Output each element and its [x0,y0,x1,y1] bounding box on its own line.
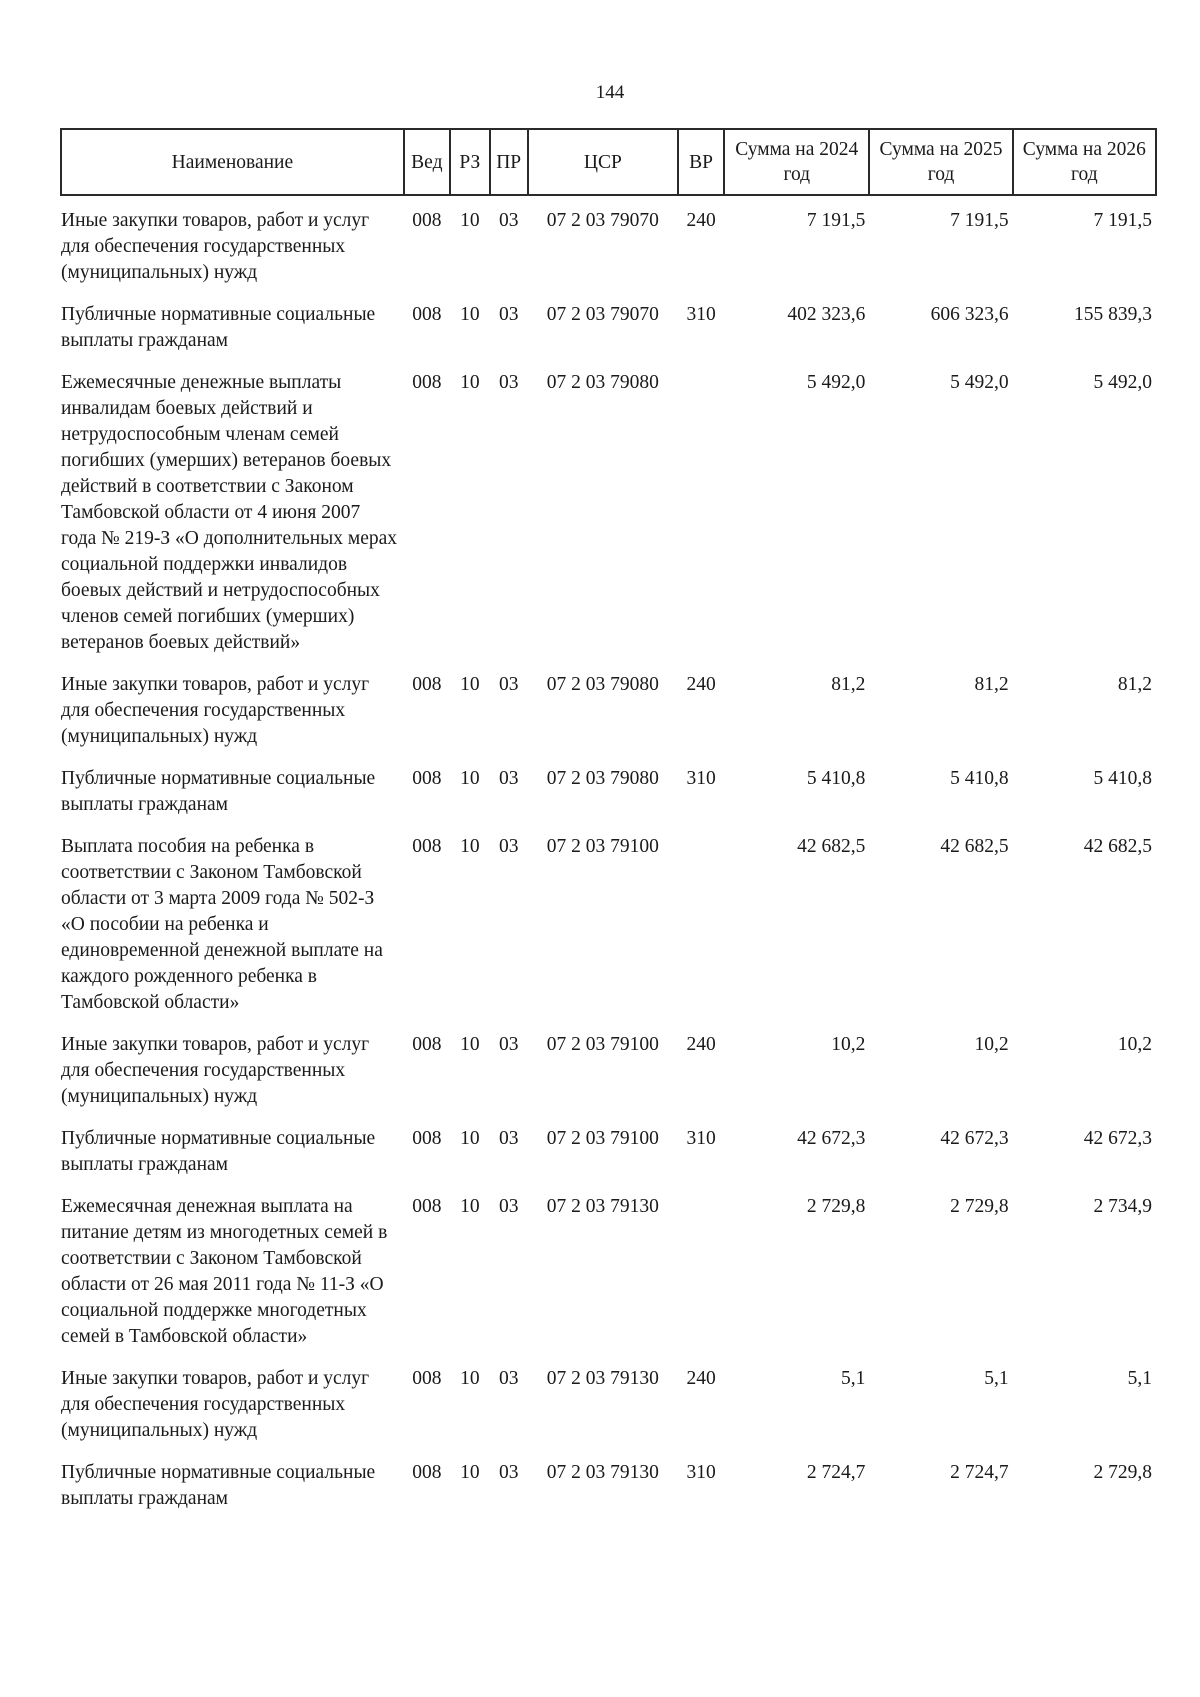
table-row [61,1354,1156,1448]
row-name: Публичные нормативные социальные выплаты гражданам [61,768,376,815]
row-sum-2025: 5 410,8 [950,768,1009,789]
table-row [61,660,1156,754]
table-row [61,1114,1156,1182]
row-sum-2024: 5,1 [841,1368,866,1389]
row-pr: 03 [498,1368,519,1389]
row-csr: 07 2 03 79100 [546,1034,659,1055]
row-pr: 03 [498,1462,519,1483]
row-sum-2026: 5,1 [1127,1368,1152,1389]
row-name: Выплата пособия на ребенка в соответствии с Законом Тамбовской области от 3 марта 2009 года № 502-З «О пособии на ребенка и единовременной денежной выплате на каждого рожденного ребенка в Тамбовской области» [61,836,383,1013]
row-sum-2025: 5 492,0 [950,372,1009,393]
row-rz: 10 [460,1128,480,1149]
header-sum-2024: Сумма на 2024 год [724,129,869,195]
table-row [61,754,1156,822]
row-ved: 008 [412,836,442,857]
row-vr [678,1182,724,1354]
row-ved: 008 [412,1462,442,1483]
header-vr: ВР [678,129,724,195]
row-rz: 10 [460,210,480,231]
header-sum-2025: Сумма на 2025 год [869,129,1012,195]
row-vr: 310 [686,768,716,789]
row-rz: 10 [460,768,480,789]
header-pr: ПР [490,129,528,195]
row-csr: 07 2 03 79100 [546,836,659,857]
row-name: Иные закупки товаров, работ и услуг для обеспечения государственных (муниципальных) нужд [61,674,370,747]
row-csr: 07 2 03 79070 [546,304,659,325]
row-rz: 10 [460,304,480,325]
row-sum-2026: 7 191,5 [1093,210,1152,231]
row-sum-2026: 10,2 [1117,1034,1152,1055]
row-vr [678,358,724,660]
row-sum-2024: 402 323,6 [787,304,866,325]
row-pr: 03 [498,836,519,857]
row-sum-2025: 42 672,3 [940,1128,1009,1149]
row-ved: 008 [412,768,442,789]
row-csr: 07 2 03 79080 [546,768,659,789]
table-header-row [61,129,1156,195]
row-csr: 07 2 03 79080 [546,674,659,695]
row-sum-2025: 5,1 [984,1368,1009,1389]
row-sum-2026: 5 410,8 [1093,768,1152,789]
budget-table [60,128,1157,1516]
header-ved: Вед [404,129,450,195]
row-sum-2024: 5 410,8 [806,768,866,789]
header-name: Наименование [61,129,404,195]
row-sum-2024: 7 191,5 [806,210,866,231]
row-ved: 008 [412,210,442,231]
row-csr: 07 2 03 79070 [546,210,659,231]
table-row [61,358,1156,660]
row-sum-2026: 42 672,3 [1083,1128,1152,1149]
table-row [61,195,1156,290]
row-sum-2024: 5 492,0 [806,372,866,393]
row-name: Ежемесячная денежная выплата на питание детям из многодетных семей в соответствии с Законом Тамбовской области от 26 мая 2011 года № 11-З «О социальной поддержке многодетных семей в Тамбовской области» [61,1196,388,1347]
row-vr: 310 [686,304,716,325]
table-row [61,290,1156,358]
row-pr: 03 [498,768,519,789]
row-pr: 03 [498,1034,519,1055]
row-sum-2025: 81,2 [974,674,1009,695]
row-csr: 07 2 03 79130 [546,1462,659,1483]
row-sum-2025: 2 729,8 [950,1196,1009,1217]
row-csr: 07 2 03 79130 [546,1196,659,1217]
row-ved: 008 [412,1034,442,1055]
row-vr [678,822,724,1020]
row-name: Иные закупки товаров, работ и услуг для обеспечения государственных (муниципальных) нужд [61,210,370,283]
row-rz: 10 [460,372,480,393]
row-pr: 03 [498,1128,519,1149]
row-csr: 07 2 03 79100 [546,1128,659,1149]
row-sum-2026: 2 734,9 [1093,1196,1152,1217]
table-row [61,1182,1156,1354]
row-vr: 240 [686,1368,716,1389]
row-name: Ежемесячные денежные выплаты инвалидам боевых действий и нетрудоспособным членам семей погибших (умерших) ветеранов боевых действий в соответствии с Законом Тамбовской области от 4 июня 2007 года № 219-З «О дополнительных мерах социальной поддержки инвалидов боевых действий и нетрудоспособных членов семей погибших (умерших) ветеранов боевых действий» [61,372,398,653]
row-ved: 008 [412,1368,442,1389]
row-sum-2024: 42 672,3 [797,1128,866,1149]
row-sum-2025: 2 724,7 [950,1462,1009,1483]
header-csr: ЦСР [528,129,678,195]
table-row [61,822,1156,1020]
row-csr: 07 2 03 79080 [546,372,659,393]
row-ved: 008 [412,372,442,393]
row-rz: 10 [460,1368,480,1389]
row-sum-2026: 5 492,0 [1093,372,1152,393]
row-rz: 10 [460,1196,480,1217]
row-pr: 03 [498,304,519,325]
row-sum-2026: 155 839,3 [1074,304,1152,325]
row-ved: 008 [412,674,442,695]
header-rz: РЗ [450,129,490,195]
table-row [61,1448,1156,1516]
row-sum-2025: 606 323,6 [930,304,1009,325]
header-sum-2026: Сумма на 2026 год [1013,129,1156,195]
row-sum-2024: 2 729,8 [806,1196,866,1217]
row-vr: 240 [686,1034,716,1055]
row-vr: 240 [686,210,716,231]
row-ved: 008 [412,1128,442,1149]
row-csr: 07 2 03 79130 [546,1368,659,1389]
row-rz: 10 [460,1034,480,1055]
row-ved: 008 [412,304,442,325]
row-sum-2026: 81,2 [1117,674,1152,695]
row-vr: 310 [686,1462,716,1483]
row-sum-2025: 7 191,5 [950,210,1009,231]
row-pr: 03 [498,372,519,393]
row-vr: 310 [686,1128,716,1149]
row-name: Публичные нормативные социальные выплаты гражданам [61,1462,376,1509]
row-rz: 10 [460,674,480,695]
row-vr: 240 [686,674,716,695]
row-name: Иные закупки товаров, работ и услуг для обеспечения государственных (муниципальных) нужд [61,1034,370,1107]
page-number: 144 [595,82,625,103]
row-sum-2026: 2 729,8 [1093,1462,1152,1483]
row-sum-2024: 2 724,7 [806,1462,866,1483]
row-sum-2024: 81,2 [831,674,866,695]
row-rz: 10 [460,1462,480,1483]
row-sum-2025: 10,2 [974,1034,1009,1055]
row-sum-2025: 42 682,5 [940,836,1009,857]
row-ved: 008 [412,1196,442,1217]
row-pr: 03 [498,210,519,231]
row-sum-2026: 42 682,5 [1083,836,1152,857]
row-name: Публичные нормативные социальные выплаты гражданам [61,1128,376,1175]
row-pr: 03 [498,674,519,695]
row-pr: 03 [498,1196,519,1217]
row-rz: 10 [460,836,480,857]
row-name: Иные закупки товаров, работ и услуг для обеспечения государственных (муниципальных) нужд [61,1368,370,1441]
table-row [61,1020,1156,1114]
row-sum-2024: 10,2 [831,1034,866,1055]
row-name: Публичные нормативные социальные выплаты гражданам [61,304,376,351]
row-sum-2024: 42 682,5 [797,836,866,857]
